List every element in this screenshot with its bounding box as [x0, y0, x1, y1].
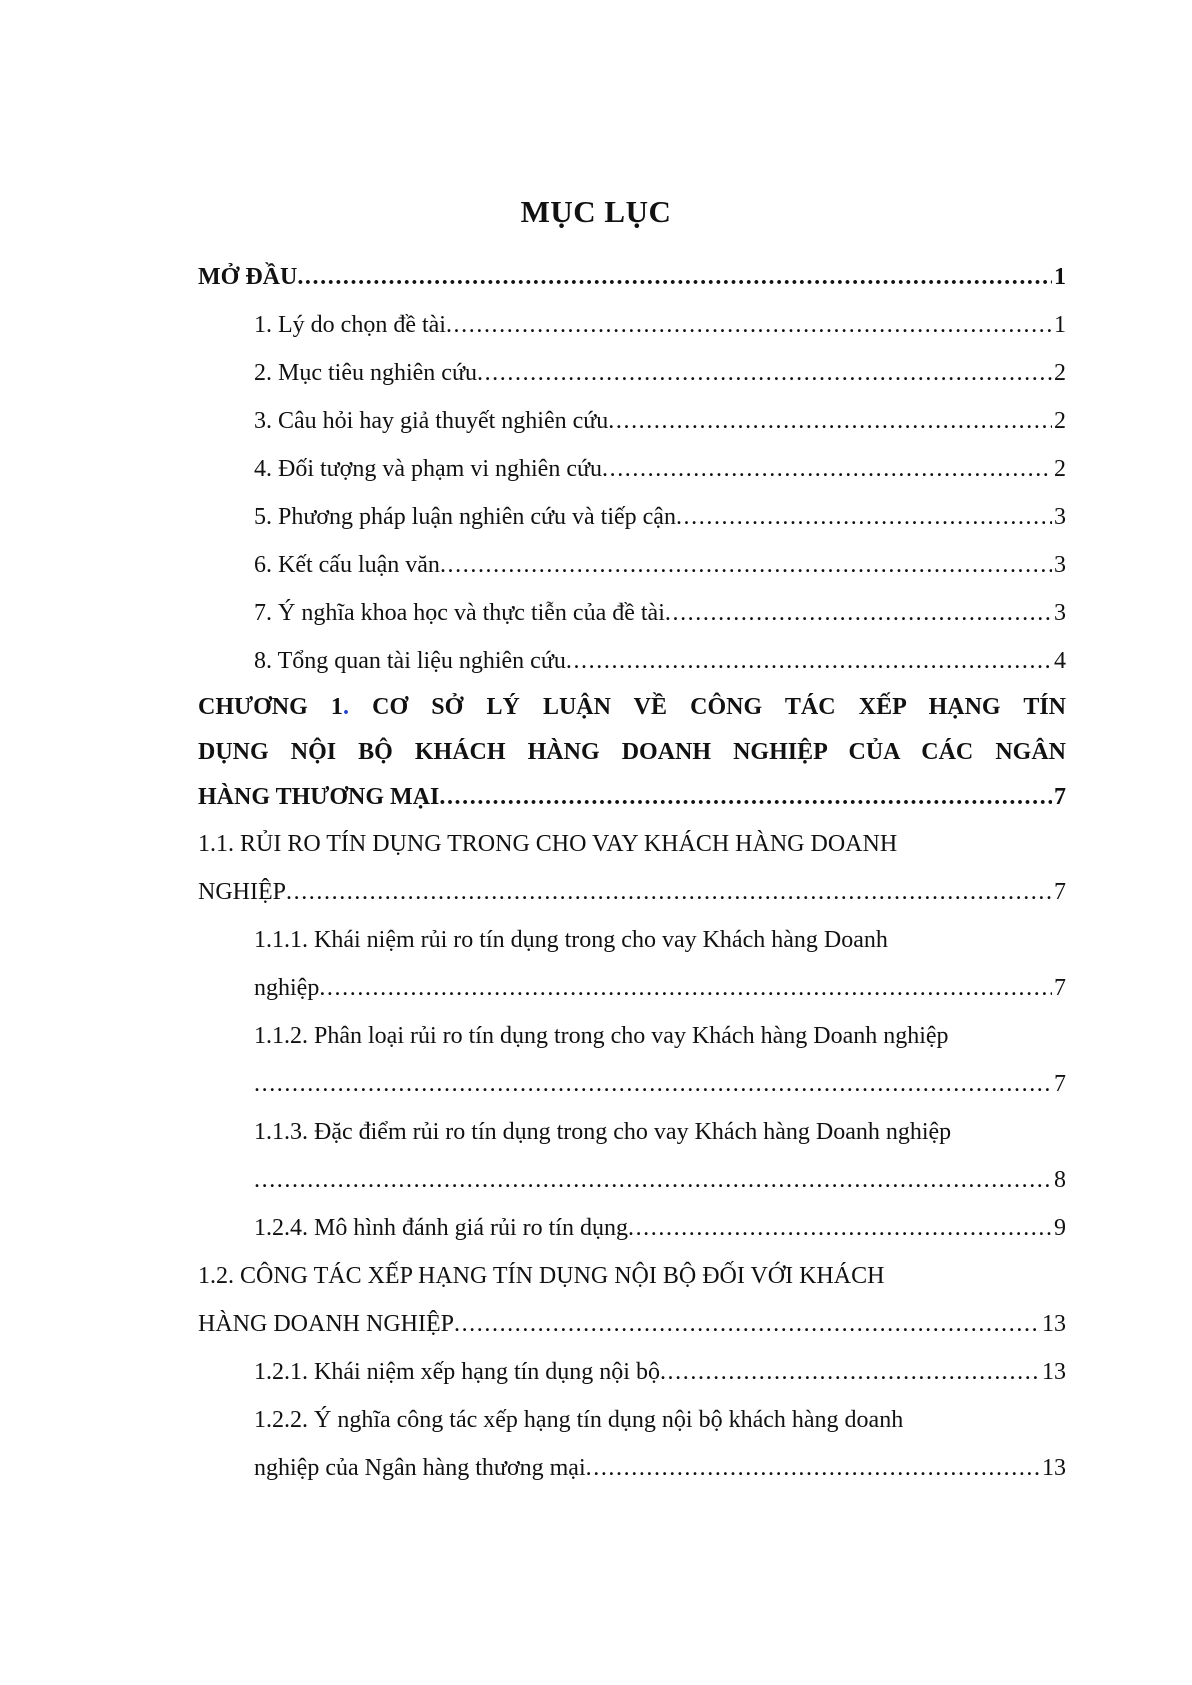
- toc-page-number: 3: [1054, 600, 1066, 626]
- toc-leader: [454, 1300, 1040, 1348]
- chapter-number: CHƯƠNG 1: [198, 694, 343, 720]
- toc-page-number: 13: [1042, 1455, 1066, 1481]
- toc-entry-3[interactable]: [198, 397, 1066, 445]
- toc-page-number: 13: [1042, 1311, 1066, 1337]
- toc-leader: [439, 775, 1052, 820]
- toc-leader: [676, 493, 1052, 541]
- toc-entry-text: 4. Đối tượng và phạm vi nghiên cứu: [254, 456, 602, 482]
- toc-entry-1-1[interactable]: [198, 820, 1066, 916]
- toc-leader: [586, 1444, 1040, 1492]
- toc-page-number: 4: [1054, 648, 1066, 674]
- toc-leader: [608, 397, 1052, 445]
- toc-entry-2[interactable]: [198, 349, 1066, 397]
- toc-entry-1-2[interactable]: [198, 1252, 1066, 1348]
- toc-leader: [319, 964, 1052, 1012]
- toc-entry-text: 6. Kết cấu luận văn: [254, 552, 440, 578]
- toc-entry-4[interactable]: [198, 445, 1066, 493]
- toc-entry-text: 8. Tổng quan tài liệu nghiên cứu: [254, 648, 566, 674]
- toc-entry-1-1-1[interactable]: [198, 916, 1066, 1012]
- page-title: MỤC LỤC: [520, 194, 672, 229]
- toc-leader: [254, 1060, 1052, 1108]
- toc-entry-8[interactable]: [198, 637, 1066, 685]
- toc-entry-text-line-1: 1.2. CÔNG TÁC XẾP HẠNG TÍN DỤNG NỘI BỘ ĐỐI VỚI KHÁCH: [198, 1263, 885, 1289]
- toc-entry-text-line-1: 1.1.1. Khái niệm rủi ro tín dụng trong cho vay Khách hàng Doanh: [254, 927, 888, 953]
- chapter-heading-line-3: HÀNG THƯƠNG MẠI: [198, 784, 440, 810]
- toc-leader: [628, 1204, 1052, 1252]
- toc-page-number: 7: [1054, 784, 1066, 810]
- toc-leader: [254, 1156, 1052, 1204]
- toc-entry-1-2-1[interactable]: [198, 1348, 1066, 1396]
- toc-entry-text: 1.2.4. Mô hình đánh giá rủi ro tín dụng: [254, 1215, 628, 1241]
- toc-entry-7[interactable]: [198, 589, 1066, 637]
- toc-entry-text: MỞ ĐẦU: [198, 264, 298, 290]
- toc-entry-1-1-2[interactable]: [198, 1012, 1066, 1108]
- toc-entry-text: 5. Phương pháp luận nghiên cứu và tiếp cận: [254, 504, 676, 530]
- toc-page-number: 3: [1054, 504, 1066, 530]
- toc-page-number: 2: [1054, 360, 1066, 386]
- toc-entry-chapter-1[interactable]: [198, 685, 1066, 820]
- toc-entry-text: 7. Ý nghĩa khoa học và thực tiễn của đề tài: [254, 600, 665, 626]
- toc-leader: [665, 589, 1052, 637]
- chapter-heading-line-2: DỤNG NỘI BỘ KHÁCH HÀNG DOANH NGHIỆP CỦA CÁC NGÂN: [198, 739, 1066, 765]
- toc-page-number: 2: [1054, 456, 1066, 482]
- toc-page-number: 7: [1054, 879, 1066, 905]
- chapter-title-part-1: CƠ SỞ LÝ LUẬN VỀ CÔNG TÁC XẾP HẠNG TÍN: [372, 694, 1066, 720]
- toc-entry-text-line-1: 1.2.2. Ý nghĩa công tác xếp hạng tín dụng nội bộ khách hàng doanh: [254, 1407, 904, 1433]
- toc-page-number: 3: [1054, 552, 1066, 578]
- toc-entry-text-line-2: nghiệp của Ngân hàng thương mại: [254, 1455, 586, 1481]
- toc-leader: [660, 1348, 1040, 1396]
- toc-leader: [602, 445, 1052, 493]
- toc-entry-1-2-2[interactable]: [198, 1396, 1066, 1492]
- toc-leader: [477, 349, 1052, 397]
- toc-page-number: 2: [1054, 408, 1066, 434]
- toc-page-number: 8: [1054, 1167, 1066, 1193]
- toc-entry-text: 2. Mục tiêu nghiên cứu: [254, 360, 477, 386]
- toc-page-number: 1: [1054, 264, 1066, 290]
- toc-entry-1-2-4[interactable]: [198, 1204, 1066, 1252]
- toc-leader: [286, 868, 1052, 916]
- toc-entry-text-line-2: NGHIỆP: [198, 879, 286, 905]
- toc-page-number: 7: [1054, 1071, 1066, 1097]
- toc-entry-1-1-3[interactable]: [198, 1108, 1066, 1204]
- toc-leader: [440, 541, 1052, 589]
- toc-entry-1[interactable]: [198, 301, 1066, 349]
- toc-page-number: 9: [1054, 1215, 1066, 1241]
- toc-entry-text-line-1: 1.1. RỦI RO TÍN DỤNG TRONG CHO VAY KHÁCH HÀNG DOANH: [198, 831, 898, 857]
- toc-page-number: 7: [1054, 975, 1066, 1001]
- toc-page-number: 13: [1042, 1359, 1066, 1385]
- toc-entry-text: 3. Câu hỏi hay giả thuyết nghiên cứu: [254, 408, 609, 434]
- toc-entry-mo-dau[interactable]: [198, 253, 1066, 301]
- toc-entry-text: 1. Lý do chọn đề tài: [254, 312, 446, 338]
- toc-entry-text-line-1: 1.1.3. Đặc điểm rủi ro tín dụng trong cho vay Khách hàng Doanh nghiệp: [254, 1119, 952, 1145]
- toc-page-number: 1: [1054, 312, 1066, 338]
- toc-entry-5[interactable]: [198, 493, 1066, 541]
- chapter-dot: .: [342, 694, 349, 720]
- toc-leader: [297, 253, 1052, 301]
- toc-leader: [446, 301, 1052, 349]
- toc-entry-6[interactable]: [198, 541, 1066, 589]
- toc-leader: [566, 637, 1052, 685]
- table-of-contents: [198, 253, 1066, 1492]
- toc-entry-text-line-2: nghiệp: [254, 975, 320, 1001]
- toc-entry-text-line-2: HÀNG DOANH NGHIỆP: [198, 1311, 454, 1337]
- toc-entry-text: 1.2.1. Khái niệm xếp hạng tín dụng nội bộ: [254, 1359, 660, 1385]
- toc-entry-text-line-1: 1.1.2. Phân loại rủi ro tín dụng trong cho vay Khách hàng Doanh nghiệp: [254, 1023, 949, 1049]
- chapter-heading-line-1: [198, 685, 1066, 730]
